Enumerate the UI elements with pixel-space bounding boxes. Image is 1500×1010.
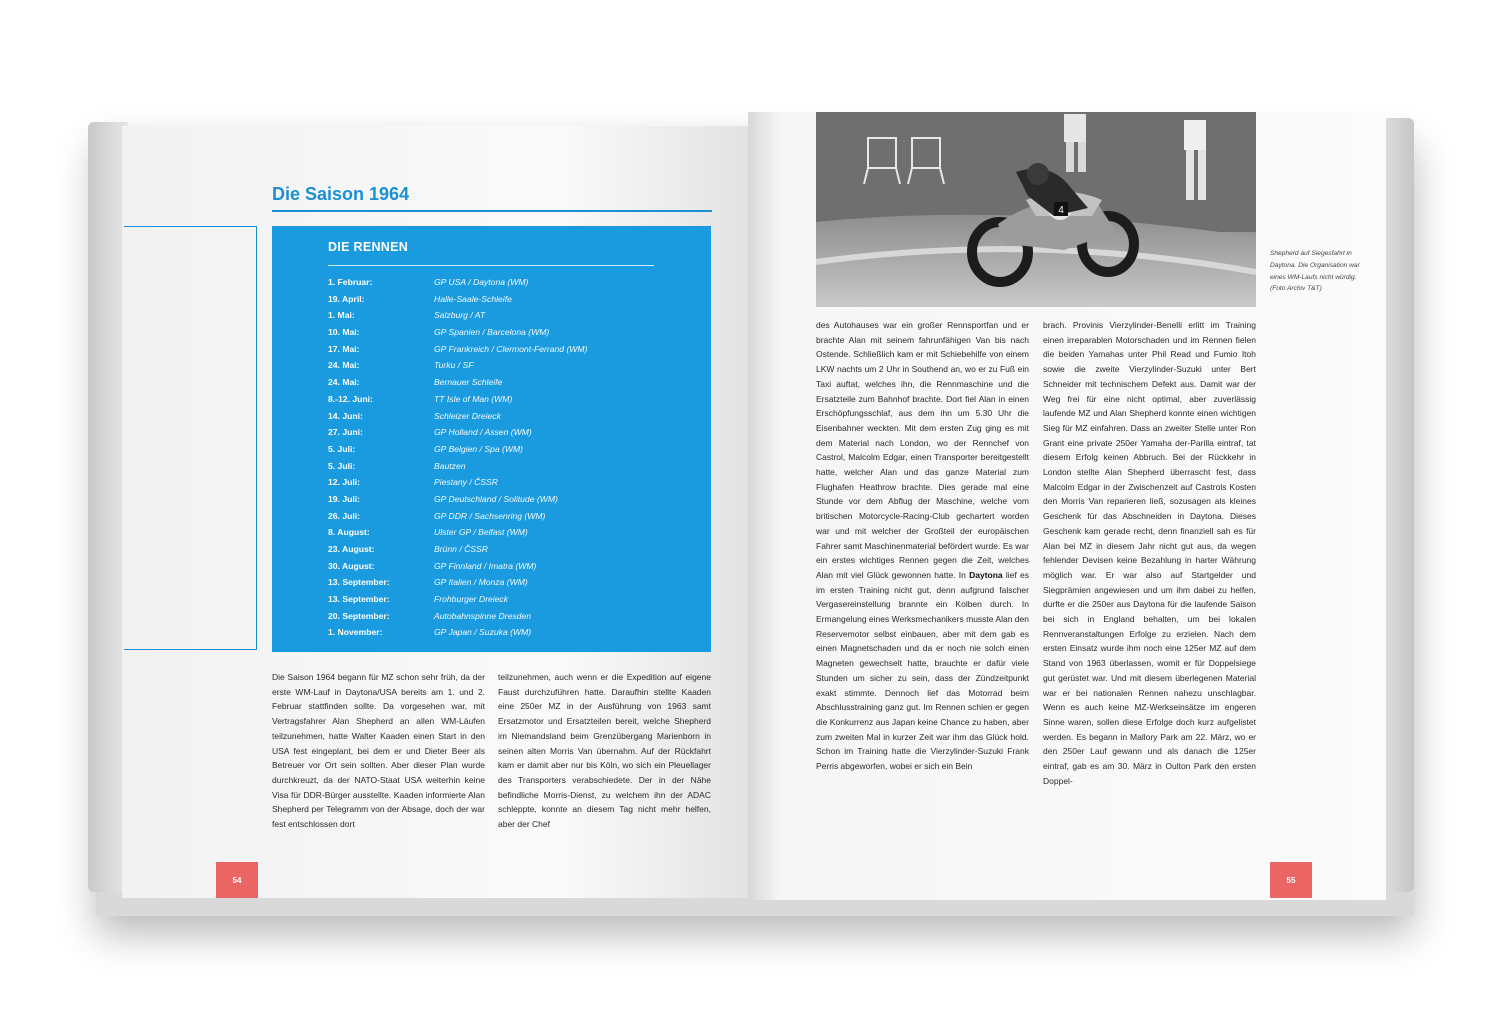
right-page bbox=[748, 112, 1386, 900]
race-row bbox=[328, 574, 658, 591]
highlighted-word: Daytona bbox=[969, 569, 1003, 580]
race-date: 14. Juni: bbox=[328, 410, 363, 421]
motorcycle-racer-image bbox=[816, 112, 1256, 307]
race-row bbox=[328, 324, 658, 341]
page-number: 54 bbox=[216, 862, 258, 898]
race-row bbox=[328, 307, 658, 324]
race-row bbox=[328, 374, 658, 391]
race-row bbox=[328, 491, 658, 508]
race-row bbox=[328, 524, 658, 541]
race-date: 8. August: bbox=[328, 527, 370, 538]
race-date: 17. Mai: bbox=[328, 343, 360, 354]
race-event: Autobahnspinne Dresden bbox=[434, 610, 531, 621]
race-event: GP Frankreich / Clermont-Ferrand (WM) bbox=[434, 343, 588, 354]
race-date: 1. November: bbox=[328, 627, 383, 638]
race-date: 23. August: bbox=[328, 544, 375, 554]
race-event: Bernauer Schleife bbox=[434, 377, 503, 388]
page-number: 55 bbox=[1270, 862, 1312, 898]
race-event: Turku / SF bbox=[434, 360, 474, 371]
racing-photo bbox=[816, 112, 1256, 307]
race-date: 19. April: bbox=[328, 293, 365, 304]
race-row bbox=[328, 424, 658, 441]
body-text-column: brach. Provinis Vierzylinder-Benelli erlitt im Training einen irreparablen Motorschaden und im Rennen fielen die beiden Yamahas unter Phil Read und Fumio Itoh sowie die zweite Vierzylinder-Suzuki unter Bert Schneider mit technischem Defekt aus. Damit war der Weg frei für eine nicht optimal, aber zuverlässig laufende MZ und Alan Shepherd konnte einen wichtigen Sieg für MZ einfahren. Dass an zweiter Stelle unter Ron Grant eine private 250er Yamaha der-Parilla eintraf, tat diesem Erfolg keinen Abbruch. Bei der Rückkehr in London stellte Alan Shepherd überrascht fest, dass Malcolm Edgar in der Zwischenzeit auf Castrols Kosten den Morris Van reparieren ließ, sozusagen als kleines Geschenk für das Abschneiden in Daytona. Dieses Geschenk kam gerade recht, denn finanziell sah es für Alan bei MZ in diesem Jahr nicht gut aus, da wegen fehlender Devisen keine Bezahlung in harter Währung möglich war. Er war also auf Startgelder und Siegprämien angewiesen und um ihm dabei zu helfen, durfte er die 250er aus Daytona für die laufende Saison bei sich in England behalten, um bei lokalen Rennveranstaltungen Erfolge zu erzielen. Nach dem ersten Einsatz wurde ihm noch eine 125er MZ auf dem Stand von 1963 überlassen, womit er für Doppelsiege gut gerüstet war. Und mit diesem überlegenen Material war er bei nationalen Rennen nahezu unschlagbar. Wenn es auch keine MZ-Werkseinsätze im engeren Sinne waren, sollen diese Erfolge doch kurz aufgelistet werden. Es begann in Mallory Park am 22. März, wo er den 250er Lauf gewann und als danach die 125er eintraf, gab es am 30. März in Oulton Park den ersten Doppel- bbox=[1043, 320, 1256, 786]
race-date: 12. Juli: bbox=[328, 477, 360, 488]
races-box bbox=[272, 226, 711, 652]
race-event: Salzburg / AT bbox=[434, 310, 486, 321]
race-date: 20. September: bbox=[328, 610, 390, 621]
race-row bbox=[328, 541, 658, 558]
race-row bbox=[328, 291, 658, 308]
race-event: Schleizer Dreieck bbox=[434, 410, 501, 421]
decorative-frame bbox=[124, 226, 257, 650]
race-row bbox=[328, 624, 658, 641]
race-event: Piestany / ČSSR bbox=[434, 477, 498, 488]
race-event: Bautzen bbox=[434, 460, 466, 471]
races-box-rule bbox=[328, 265, 654, 266]
body-text-column: Die Saison 1964 begann für MZ schon sehr früh, da der erste WM-Lauf in Daytona/USA bereits am 1. und 2. Februar stattfinden sollte. Da vorgesehen war, mit Vertragsfahrer Alan Shepherd an allen WM-Läufen teilzunehmen, hatte Walter Kaaden einen Start in den USA fest eingeplant, bei dem er und Dieter Beer als Betreuer vor Ort sein sollten. Aber dieser Plan wurde durchkreuzt, da der NATO-Staat USA weiterhin keine Visa für DDR-Bürger ausstellte. Kaaden informierte Alan Shepherd per Telegramm von der Absage, doch der war fest entschlossen dort bbox=[272, 672, 485, 830]
body-text: lief es im ersten Training nicht gut, denn aufgrund falscher Vergasereinstellung brannte ein Kolben durch. In Ermangelung eines Werksmechanikers musste Alan den Reservemotor selbst einbauen, aber mit dem gab es einen Magnetschaden und da er noch nie solch einen Magneten gewechselt hatte, brauchte er dafür viele Stunden um sicher zu sein, dass der Zündzeitpunkt exakt stimmte. Dennoch lief das Motorrad beim Abschlusstraining ganz gut. Im Rennen schien er gegen die Konkurrenz aus Japan keine Chance zu haben, aber zum zweiten Mal in kurzer Zeit war ihm das Glück hold. Schon im Training hatte die Vierzylinder-Suzuki Frank Perris abgeworfen, wobei er sich ein Bein bbox=[816, 569, 1029, 772]
photo-caption: Shepherd auf Siegesfahrt in Daytona. Die Organisation war eines WM-Laufs nicht würdig. (Foto Archiv T&T) bbox=[1270, 250, 1360, 293]
race-event: Brünn / ČSSR bbox=[434, 544, 488, 554]
body-text: des Autohauses war ein großer Rennsportfan und er brachte Alan mit seinem fahrunfähigen Van bis nach Ostende. Schließlich kam er mit Schiebehilfe von einem LKW nachts um 2 Uhr in Southend an, wo er zu Fuß ein Taxi auftat, welches ihn, die Rennmaschine und die Ersatzteile zum Bahnhof brachte. Dort fiel Alan in einen Erschöpfungsschlaf, aus dem ihn um 5.30 Uhr die Eisenbahner weckten. Mit dem ersten Zug ging es mit dem Material nach London, wo der Rennchef von Castrol, Malcolm Edgar, einen Transporter bereitgestellt hatte, welcher Alan und das ganze Material zum Flughafen Heathrow brachte. Dies gerade mal eine Stunde vor dem Abflug der Maschine, welche vom britischen Motorcycle-Racing-Club gechartert worden war und mit welcher der Großteil der europäischen Fahrer samt Maschinenmaterial befördert wurde. Es war ein erstes wichtiges Rennen gegen die Zeit, welches Alan mit viel Glück gewonnen hatte. In bbox=[816, 320, 1029, 580]
race-date: 1. Mai: bbox=[328, 310, 355, 321]
race-date: 24. Mai: bbox=[328, 360, 360, 371]
race-date: 13. September: bbox=[328, 594, 390, 605]
race-event: GP DDR / Sachsenring (WM) bbox=[434, 510, 546, 521]
race-date: 19. Juli: bbox=[328, 493, 360, 504]
races-box-title: DIE RENNEN bbox=[328, 240, 409, 254]
race-row bbox=[328, 357, 658, 374]
body-text-column: teilzunehmen, auch wenn er die Expedition auf eigene Faust durchzuführen hatte. Daraufhin stellte Kaaden eine 250er MZ in der Ausführung von 1963 samt Ersatzmotor und Ersatzteilen bereit, welche Shepherd im Niemandsland beim Grenzübergang Marienborn in seinen alten Morris Van übernahm. Auf der Rückfahrt kam er damit aber nur bis Köln, wo sich ein Pleuellager des Transporters verabschiedete. Der in der Nähe befindliche Morris-Dienst, zu welchem ihn der ADAC schleppte, konnte an diesem Tag nicht mehr helfen, aber der Chef bbox=[498, 672, 711, 830]
title-rule bbox=[272, 210, 712, 212]
race-row bbox=[328, 508, 658, 525]
race-row bbox=[328, 458, 658, 475]
race-date: 5. Juli: bbox=[328, 443, 356, 454]
race-date: 30. August: bbox=[328, 560, 375, 571]
race-date: 1. Februar: bbox=[328, 277, 373, 287]
left-page bbox=[122, 126, 748, 898]
race-date: 26. Juli: bbox=[328, 510, 360, 521]
race-event: GP Italien / Monza (WM) bbox=[434, 577, 528, 588]
race-event: GP USA / Daytona (WM) bbox=[434, 277, 529, 287]
race-row bbox=[328, 474, 658, 491]
race-row bbox=[328, 408, 658, 425]
race-event: GP Deutschland / Solitude (WM) bbox=[434, 493, 558, 504]
race-row bbox=[328, 558, 658, 575]
race-row bbox=[328, 441, 658, 458]
race-event: GP Finnland / Imatra (WM) bbox=[434, 560, 537, 571]
race-event: GP Spanien / Barcelona (WM) bbox=[434, 327, 550, 338]
race-date: 27. Juni: bbox=[328, 427, 363, 438]
race-date: 13. September: bbox=[328, 577, 390, 588]
race-event: Ulster GP / Belfast (WM) bbox=[434, 527, 528, 538]
body-text-column bbox=[816, 318, 1029, 774]
race-event: Halle-Saale-Schleife bbox=[434, 293, 512, 304]
race-row bbox=[328, 391, 658, 408]
race-date: 10. Mai: bbox=[328, 327, 360, 338]
race-row bbox=[328, 274, 658, 291]
race-list bbox=[328, 274, 658, 641]
section-title: Die Saison 1964 bbox=[272, 184, 410, 204]
race-row bbox=[328, 591, 658, 608]
race-date: 24. Mai: bbox=[328, 377, 360, 388]
race-event: Frohburger Dreieck bbox=[434, 594, 509, 605]
race-number-plate: 4 bbox=[1058, 205, 1064, 216]
race-date: 8.-12. Juni: bbox=[328, 393, 373, 404]
race-event: GP Holland / Assen (WM) bbox=[434, 427, 532, 438]
race-event: TT Isle of Man (WM) bbox=[434, 393, 513, 404]
race-event: GP Japan / Suzuka (WM) bbox=[434, 627, 532, 638]
race-row bbox=[328, 608, 658, 625]
race-date: 5. Juli: bbox=[328, 460, 356, 471]
race-row bbox=[328, 341, 658, 358]
race-event: GP Belgien / Spa (WM) bbox=[434, 443, 523, 454]
